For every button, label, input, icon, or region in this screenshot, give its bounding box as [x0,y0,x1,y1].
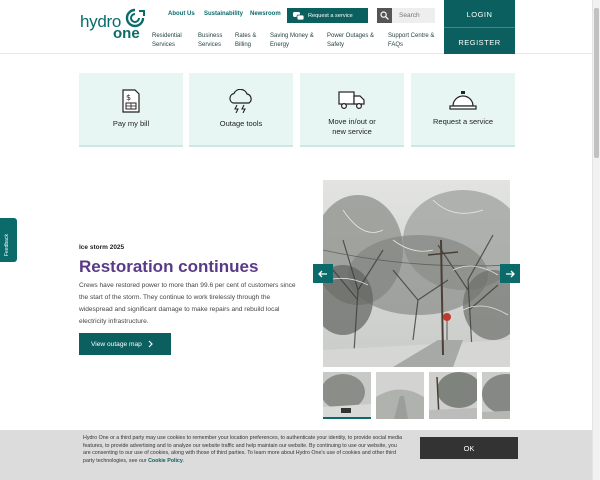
tile-label [113,119,149,129]
tile-pay-my-bill[interactable] [79,73,183,147]
nav-saving-money-energy[interactable] [270,32,314,50]
nav-label-line2: FAQs [388,42,404,48]
cookie-policy-link[interactable]: Cookie Policy [148,458,183,465]
cookie-period: . [182,458,185,465]
nav-rates-billing[interactable] [235,32,256,50]
nav-business-services[interactable] [198,32,222,50]
site-header [0,0,600,54]
scrollbar-thumb[interactable] [594,8,599,158]
hero-title: Restoration continues [79,257,259,276]
cookie-message [83,435,405,466]
cookie-text: Hydro One or a third party may use cookies to remember your location preferences, to authenticate your identity, to provide social media features, to provide advertising and to analyze our website traffic and help maintain our website. By continuing to use our website, you are consenting to our use of cookies, along with those of third parties. To learn more about Hydro One's use of cookies and other third party technologies, see our [83,435,403,465]
tile-label-line1: Request a service [432,117,494,126]
account-panel [444,0,515,54]
nav-support-centre-faqs[interactable] [388,32,434,50]
carousel-thumbnail[interactable] [429,372,477,419]
hydro-one-logo[interactable] [80,8,148,40]
hero-eyebrow: Ice storm 2025 [79,244,125,251]
about-us-link[interactable]: About Us [168,11,195,17]
bill-icon [121,89,141,113]
search-icon [380,11,389,20]
carousel-next-button[interactable] [500,264,520,283]
arrow-right-icon [505,270,515,278]
ice-storm-photo [323,180,510,367]
tile-label-line2: new service [332,127,372,136]
service-bell-icon [449,89,477,111]
tile-label-line1: Pay my bill [112,119,150,128]
svg-text:$: $ [126,93,132,102]
nav-label-line1: Residential [152,33,182,39]
tile-label-line1: Move in/out or [328,117,376,126]
nav-label-line1: Business [198,33,223,39]
tile-request-service[interactable] [411,73,515,147]
storm-cloud-icon [227,89,255,113]
logo-word-hydro: hydro [80,12,122,31]
tile-label [433,117,493,127]
chat-bubbles-icon [293,12,305,20]
tile-outage-tools[interactable] [189,73,293,147]
page-scrollbar[interactable] [592,0,600,480]
view-outage-map-button[interactable] [79,333,171,355]
carousel-thumbnail[interactable] [482,372,510,419]
nav-label-line1: Saving Money & [270,33,314,39]
carousel-main-image [323,180,510,367]
cta-label: View outage map [91,340,142,348]
thumbnail-image [323,372,371,419]
request-service-button[interactable] [287,8,368,23]
nav-power-outages-safety[interactable] [327,32,374,50]
tile-move-in-out[interactable] [300,73,404,147]
nav-label-line2: Services [198,42,222,48]
cookie-ok-button[interactable]: OK [420,437,518,459]
nav-label-line2: Billing [235,42,252,48]
carousel-thumbnail[interactable] [323,372,371,419]
thumbnail-image [429,372,477,419]
nav-label-line1: Support Centre & [388,33,435,39]
thumbnail-image [376,372,424,419]
nav-label-line1: Rates & [235,33,257,39]
request-service-label: Request a service [308,12,353,19]
account-divider [444,27,515,28]
nav-label-line2: Services [152,42,176,48]
tile-label [328,117,376,137]
nav-label-line2: Energy [270,42,290,48]
carousel-prev-button[interactable] [313,264,333,283]
carousel-thumbnails [323,372,510,419]
feedback-tab[interactable] [0,218,17,262]
newsroom-link[interactable]: Newsroom [250,11,281,17]
logo-word-one: one [113,25,140,42]
arrow-left-icon [318,270,328,278]
nav-label-line1: Power Outages & [327,33,375,39]
search-button[interactable] [377,8,392,23]
login-link[interactable]: LOGIN [466,10,493,19]
chevron-right-icon [148,340,153,348]
nav-residential-services[interactable] [152,32,182,50]
register-link[interactable]: REGISTER [458,38,501,47]
thumbnail-image [482,372,510,419]
tile-label-line1: Outage tools [219,119,263,128]
carousel-thumbnail[interactable] [376,372,424,419]
nav-label-line2: Safety [327,42,345,48]
search-input[interactable] [392,8,435,23]
moving-truck-icon [338,89,366,111]
tile-label [220,119,263,129]
feedback-label: Feedback [4,234,10,256]
sustainability-link[interactable]: Sustainability [204,11,244,17]
hero-body: Crews have restored power to more than 99.6 per cent of customers since the start of the storm. They continue to work tirelessly through the widespread and significant damage to make repairs and rebuild local electricity infrastructure. [79,282,296,325]
